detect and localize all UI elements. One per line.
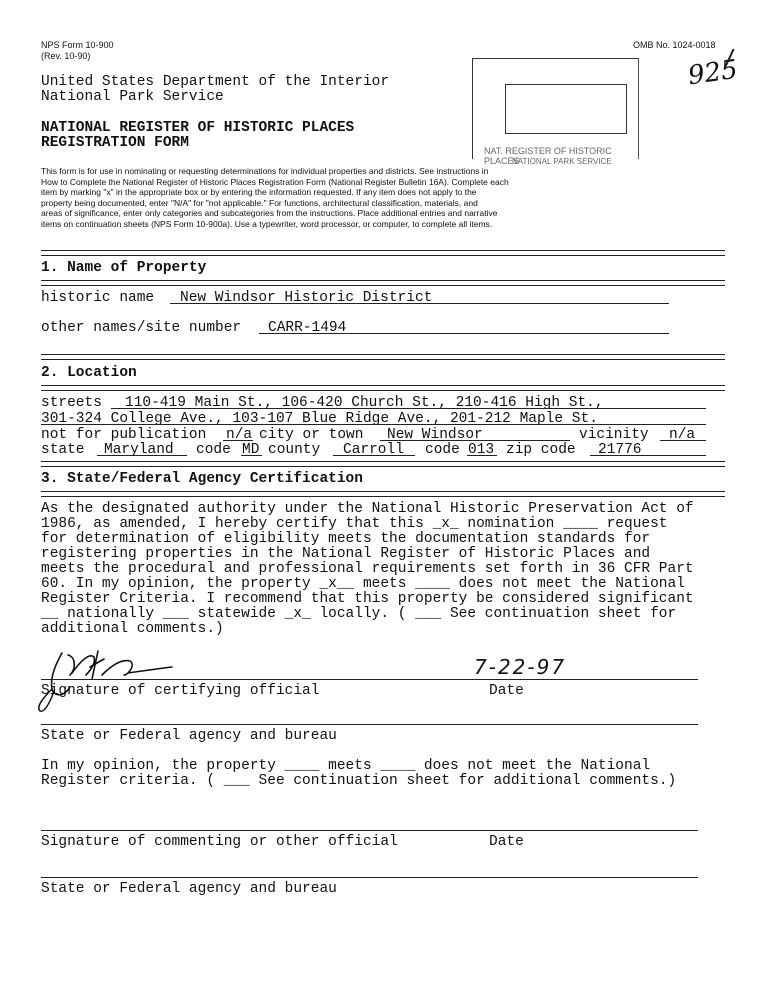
other-names-field[interactable]: CARR-1494 — [268, 320, 347, 336]
historic-name-underline — [170, 303, 669, 304]
form-number: NPS Form 10-900 — [41, 40, 114, 50]
state-code-underline — [241, 455, 262, 456]
instruction-line: This form is for use in nominating or requesting determinations for individual properties and districts. See instructions in — [41, 166, 489, 176]
official-signature — [32, 645, 182, 715]
streets-underline-2 — [41, 424, 706, 425]
certification-paragraph — [41, 502, 694, 637]
certification-line: additional comments.) — [41, 621, 224, 637]
department-name: United States Department of the Interior — [41, 74, 390, 90]
state-code-label: code — [196, 442, 231, 458]
state-code-field[interactable]: MD — [242, 442, 260, 458]
receipt-stamp — [472, 58, 642, 168]
section-1-heading: 1. Name of Property — [41, 260, 207, 276]
service-name: National Park Service — [41, 89, 224, 105]
county-label: county — [268, 442, 321, 458]
opinion-line: Register criteria. ( ___ See continuation sheet for additional comments.) — [41, 773, 677, 789]
instruction-line: items on continuation sheets (NPS Form 10-900a). Use a typewriter, word processor, or computer, to complete all items. — [41, 218, 493, 229]
date-label: Date — [489, 683, 524, 699]
signature-line-2 — [41, 830, 698, 831]
signature-label-2: Signature of commenting or other official — [41, 834, 398, 850]
zip-underline — [590, 455, 706, 456]
vicinity-field[interactable]: n/a — [669, 427, 696, 443]
section-divider — [41, 491, 725, 497]
form-title: NATIONAL REGISTER OF HISTORIC PLACES — [41, 120, 355, 136]
city-label: city or town — [259, 427, 364, 443]
streets-field-line-2[interactable]: 301-324 College Ave., 103-107 Blue Ridge Ave., 201-212 Maple St. — [41, 411, 598, 427]
date-label-2: Date — [489, 834, 524, 850]
stamp-subtext: NATIONAL PARK SERVICE — [512, 157, 612, 166]
instruction-line: How to Complete the National Register of Historic Places Registration Form (National Register Bulletin 16A). Complete each — [41, 176, 509, 187]
section-divider — [41, 280, 725, 286]
section-divider — [41, 354, 725, 360]
county-code-label: code — [425, 442, 460, 458]
omb-number: OMB No. 1024-0018 — [633, 40, 716, 50]
section-divider — [41, 461, 725, 467]
county-field[interactable]: Carroll — [343, 442, 404, 458]
vicinity-label: vicinity — [579, 427, 649, 443]
section-2-heading: 2. Location — [41, 365, 137, 381]
county-code-underline — [467, 455, 497, 456]
agency-line-2 — [41, 877, 698, 878]
zip-label: zip code — [506, 442, 576, 458]
certification-line: for determination of eligibility meets the documentation standards for — [41, 531, 651, 547]
certification-line: As the designated authority under the National Historic Preservation Act of — [41, 501, 694, 517]
certification-line: 60. In my opinion, the property _x__ meets ____ does not meet the National — [41, 576, 685, 592]
instruction-line: areas of significance, enter only categories and subcategories from the instructions. Place additional entries and narrative — [41, 208, 498, 219]
zip-field[interactable]: 21776 — [598, 442, 642, 458]
instruction-line: item by marking "x" in the appropriate box or by entering the information requested. If any item does not apply to the — [41, 187, 477, 198]
city-field[interactable]: New Windsor — [387, 427, 483, 443]
signature-line — [41, 679, 698, 680]
state-label: state — [41, 442, 85, 458]
certification-line: 1986, as amended, I hereby certify that this _x_ nomination ____ request — [41, 516, 668, 532]
section-divider — [41, 250, 725, 256]
not-for-publication-label: not for publication — [41, 427, 207, 443]
other-names-underline — [259, 333, 669, 334]
certification-line: registering properties in the National Register of Historic Places and — [41, 546, 651, 562]
state-underline — [97, 455, 187, 456]
vicinity-underline — [660, 440, 706, 441]
stamp-text: NAT. REGISTER OF HISTORIC PLACES — [484, 146, 612, 166]
section-3-heading: 3. State/Federal Agency Certification — [41, 471, 363, 487]
form-subtitle: REGISTRATION FORM — [41, 135, 189, 151]
agency-label-2: State or Federal agency and bureau — [41, 881, 337, 897]
nfp-underline — [223, 440, 253, 441]
signed-date: 7-22-97 — [474, 655, 567, 679]
section-divider — [41, 385, 725, 391]
signature-label: Signature of certifying official — [41, 683, 320, 699]
opinion-line: In my opinion, the property ____ meets ____ does not meet the National — [41, 758, 651, 774]
instruction-line: property being documented, enter "N/A" for "not applicable." For functions, architectural classification, materials, and — [41, 197, 478, 208]
instructions — [41, 166, 509, 230]
historic-name-field[interactable]: New Windsor Historic District — [180, 290, 433, 306]
other-names-label: other names/site number — [41, 320, 242, 336]
county-code-field[interactable]: 013 — [468, 442, 495, 458]
certification-line: meets the procedural and professional requirements set forth in 36 CFR Part — [41, 561, 694, 577]
streets-underline-1 — [111, 408, 706, 409]
form-revision: (Rev. 10-90) — [41, 51, 91, 61]
streets-label: streets — [41, 395, 102, 411]
city-underline — [380, 440, 570, 441]
streets-field-line-1[interactable]: 110-419 Main St., 106-420 Church St., 210-416 High St., — [125, 395, 604, 411]
handwritten-reference: 925 — [686, 54, 740, 92]
certification-line: Register Criteria. I recommend that this property be considered significant — [41, 591, 694, 607]
opinion-paragraph — [41, 759, 676, 789]
not-for-publication-field[interactable]: n/a — [226, 427, 253, 443]
agency-line — [41, 724, 698, 725]
historic-name-label: historic name — [41, 290, 155, 306]
state-field[interactable]: Maryland — [104, 442, 174, 458]
certification-line: __ nationally ___ statewide _x_ locally. ( ___ See continuation sheet for — [41, 606, 677, 622]
county-underline — [333, 455, 415, 456]
agency-label: State or Federal agency and bureau — [41, 728, 337, 744]
